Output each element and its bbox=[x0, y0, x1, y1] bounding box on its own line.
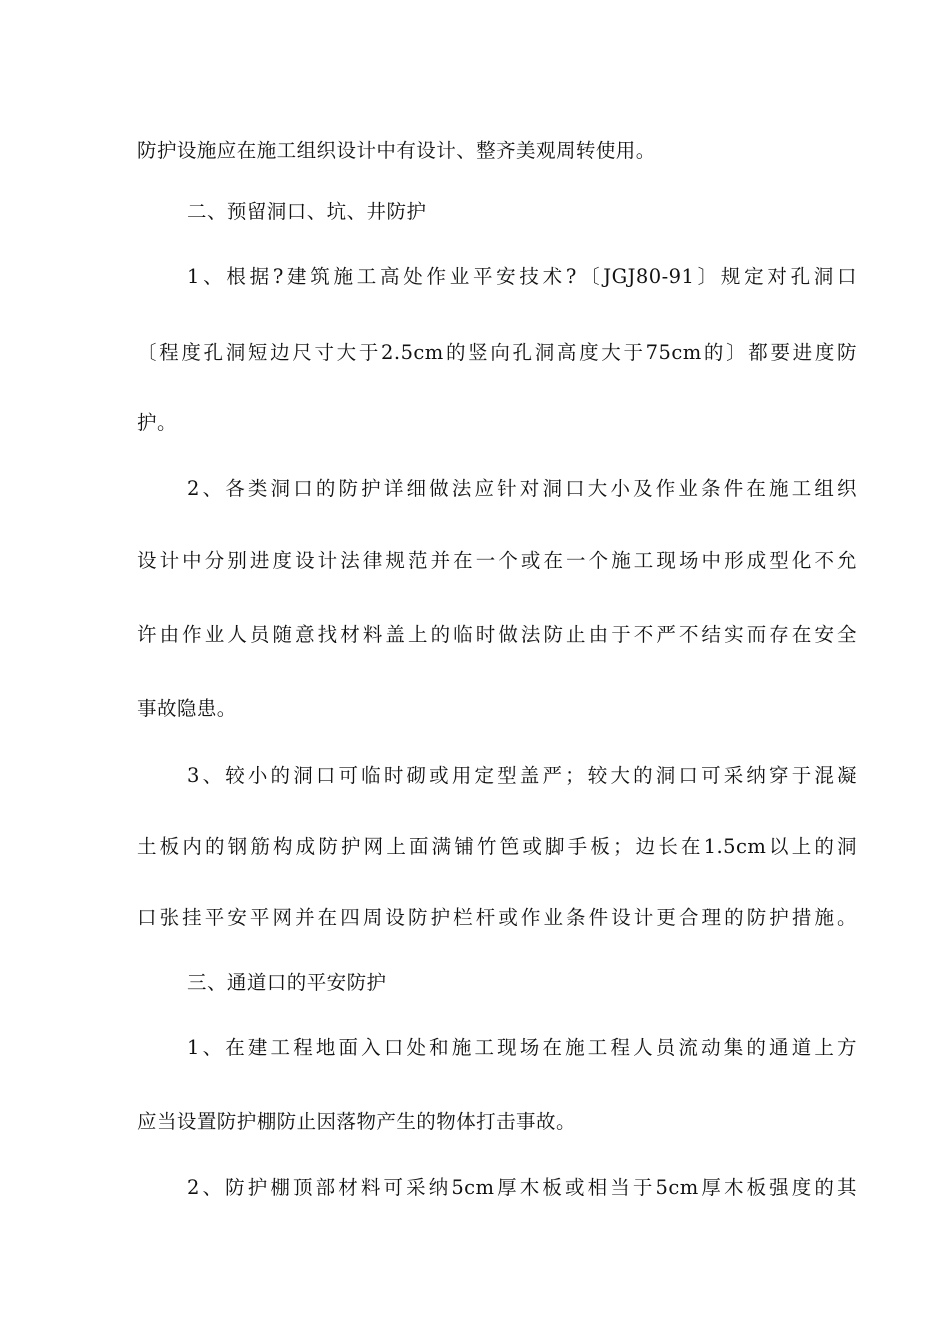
paragraph-line: 应当设置防护棚防止因落物产生的物体打击事故。 bbox=[137, 1110, 576, 1133]
section-heading: 三、通道口的平安防护 bbox=[187, 971, 387, 994]
paragraph-line: 土板内的钢筋构成防护网上面满铺竹笆或脚手板；边长在1.5cm以上的洞 bbox=[137, 835, 857, 858]
paragraph-line: 许由作业人员随意找材料盖上的临时做法防止由于不严不结实而存在安全 bbox=[137, 623, 857, 646]
paragraph-line: 2、各类洞口的防护详细做法应针对洞口大小及作业条件在施工组织 bbox=[187, 477, 857, 500]
section-heading: 二、预留洞口、坑、井防护 bbox=[187, 200, 427, 223]
paragraph-line: 3、较小的洞口可临时砌或用定型盖严；较大的洞口可采纳穿于混凝 bbox=[187, 764, 857, 787]
paragraph-line: 设计中分别进度设计法律规范并在一个或在一个施工现场中形成型化不允 bbox=[137, 549, 857, 572]
paragraph-line: 2、防护棚顶部材料可采纳5cm厚木板或相当于5cm厚木板强度的其 bbox=[187, 1176, 857, 1199]
paragraph-line: 〔程度孔洞短边尺寸大于2.5cm的竖向孔洞高度大于75cm的〕都要进度防 bbox=[137, 341, 857, 364]
paragraph-line: 事故隐患。 bbox=[137, 697, 237, 720]
paragraph-line: 1、根据?建筑施工高处作业平安技术?〔JGJ80-91〕规定对孔洞口 bbox=[187, 265, 857, 288]
paragraph-line: 口张挂平安平网并在四周设防护栏杆或作业条件设计更合理的防护措施。 bbox=[137, 906, 857, 929]
paragraph-line: 护。 bbox=[137, 411, 177, 434]
paragraph-line: 1、在建工程地面入口处和施工现场在施工程人员流动集的通道上方 bbox=[187, 1036, 857, 1059]
paragraph-line: 防护设施应在施工组织设计中有设计、整齐美观周转使用。 bbox=[137, 139, 656, 162]
